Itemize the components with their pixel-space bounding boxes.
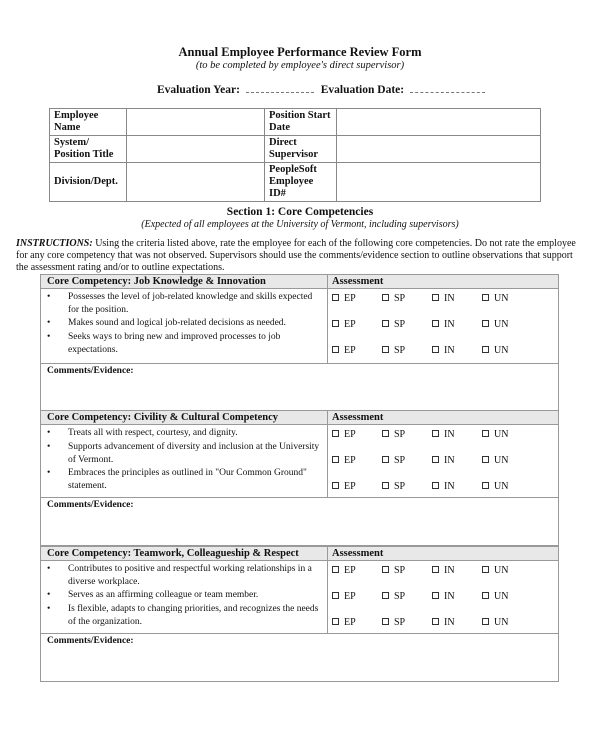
assessment-header: Assessment <box>332 412 384 423</box>
checkbox-sp[interactable]: SP <box>382 293 432 319</box>
criterion-item: • Possesses the level of job-related knowledge and skills expected for the position. <box>41 291 327 317</box>
checkbox-icon[interactable] <box>432 294 439 301</box>
criterion-item: • Contributes to positive and respectful working relationships in a diverse workplace. <box>41 563 327 589</box>
peoplesoft-id-label: PeopleSoft Employee ID# <box>265 163 337 202</box>
competency-header <box>41 546 558 561</box>
checkbox-un[interactable]: UN <box>482 565 532 591</box>
section-subtitle: (Expected of all employees at the University of Vermont, including supervisors) <box>141 219 459 230</box>
employee-name-label: Employee Name <box>50 109 127 136</box>
assessment-options <box>328 561 558 633</box>
instructions-text: Using the criteria listed above, rate the employee for each of the following core competencies. Do not rate the employee for any core competency that was not observed. Supervisors should use the comments/evidence section to outline observations that support the assessment rating and/or to outline expectations. <box>16 238 576 273</box>
assessment-row <box>332 617 558 633</box>
competency-title: Core Competency: Job Knowledge & Innovation <box>41 275 328 288</box>
checkbox-icon[interactable] <box>382 456 389 463</box>
checkbox-icon[interactable] <box>382 592 389 599</box>
comments-label: Comments/Evidence: <box>47 366 134 376</box>
form-subtitle: (to be completed by employee's direct supervisor) <box>195 60 405 71</box>
checkbox-sp[interactable]: SP <box>382 345 432 363</box>
employee-info-table <box>49 108 541 202</box>
bullet-icon: • <box>47 442 51 452</box>
competency-header <box>41 274 558 289</box>
competency-title: Core Competency: Teamwork, Colleagueship & Respect <box>41 547 328 560</box>
checkbox-icon[interactable] <box>482 430 489 437</box>
checkbox-icon[interactable] <box>332 294 339 301</box>
checkbox-icon[interactable] <box>432 618 439 625</box>
checkbox-un[interactable]: UN <box>482 455 532 481</box>
section-title: Section 1: Core Competencies <box>226 206 374 218</box>
assessment-row <box>332 565 558 591</box>
checkbox-sp[interactable]: SP <box>382 429 432 455</box>
checkbox-un[interactable]: UN <box>482 591 532 617</box>
competency-body <box>41 561 558 634</box>
criterion-item: • Serves as an affirming colleague or team member. <box>41 589 327 603</box>
evaluation-date-label: Evaluation Date: <box>320 84 405 96</box>
checkbox-sp[interactable]: SP <box>382 319 432 345</box>
assessment-options <box>328 425 558 497</box>
checkbox-icon[interactable] <box>382 430 389 437</box>
assessment-row <box>332 481 558 497</box>
evaluation-year-field[interactable] <box>246 84 314 93</box>
division-field[interactable] <box>127 163 265 202</box>
competency-criteria <box>41 425 328 497</box>
checkbox-icon[interactable] <box>432 566 439 573</box>
bullet-icon: • <box>47 564 51 574</box>
checkbox-icon[interactable] <box>332 320 339 327</box>
competency-block <box>40 274 559 412</box>
checkbox-ep[interactable]: EP <box>332 345 382 363</box>
checkbox-ep[interactable]: EP <box>332 591 382 617</box>
checkbox-icon[interactable] <box>432 456 439 463</box>
checkbox-in[interactable]: IN <box>432 455 482 481</box>
checkbox-sp[interactable]: SP <box>382 455 432 481</box>
bullet-icon: • <box>47 332 51 342</box>
form-title: Annual Employee Performance Review Form <box>178 45 422 59</box>
assessment-header: Assessment <box>332 548 384 559</box>
info-row <box>50 163 541 202</box>
checkbox-in[interactable]: IN <box>432 481 482 497</box>
checkbox-icon[interactable] <box>482 482 489 489</box>
checkbox-icon[interactable] <box>332 456 339 463</box>
checkbox-ep[interactable]: EP <box>332 565 382 591</box>
competency-criteria <box>41 289 328 363</box>
instructions <box>16 238 584 274</box>
criterion-item: • Makes sound and logical job-related decisions as needed. <box>41 317 327 331</box>
checkbox-icon[interactable] <box>432 320 439 327</box>
info-row <box>50 136 541 163</box>
direct-supervisor-field[interactable] <box>337 136 541 163</box>
checkbox-ep[interactable]: EP <box>332 319 382 345</box>
position-title-label: System/ Position Title <box>50 136 127 163</box>
assessment-row <box>332 345 558 363</box>
checkbox-un[interactable]: UN <box>482 481 532 497</box>
checkbox-ep[interactable]: EP <box>332 617 382 633</box>
checkbox-icon[interactable] <box>332 346 339 353</box>
checkbox-in[interactable]: IN <box>432 565 482 591</box>
competency-criteria <box>41 561 328 633</box>
competency-body <box>41 425 558 498</box>
checkbox-icon[interactable] <box>432 430 439 437</box>
checkbox-icon[interactable] <box>332 482 339 489</box>
assessment-row <box>332 293 558 319</box>
checkbox-icon[interactable] <box>432 592 439 599</box>
competency-title: Core Competency: Civility & Cultural Competency <box>41 411 328 424</box>
criterion-item: • Embraces the principles as outlined in "Our Common Ground" statement. <box>41 467 327 493</box>
checkbox-icon[interactable] <box>482 592 489 599</box>
assessment-row <box>332 429 558 455</box>
checkbox-ep[interactable]: EP <box>332 293 382 319</box>
comments-evidence-field[interactable] <box>41 634 558 681</box>
checkbox-ep[interactable]: EP <box>332 429 382 455</box>
checkbox-in[interactable]: IN <box>432 617 482 633</box>
checkbox-in[interactable]: IN <box>432 319 482 345</box>
checkbox-icon[interactable] <box>482 346 489 353</box>
peoplesoft-id-field[interactable] <box>337 163 541 202</box>
competency-header <box>41 410 558 425</box>
competency-body <box>41 289 558 364</box>
checkbox-icon[interactable] <box>482 456 489 463</box>
position-title-field[interactable] <box>127 136 265 163</box>
checkbox-icon[interactable] <box>382 566 389 573</box>
assessment-options <box>328 289 558 363</box>
bullet-icon: • <box>47 604 51 614</box>
position-start-date-field[interactable] <box>337 109 541 136</box>
direct-supervisor-label: Direct Supervisor <box>265 136 337 163</box>
checkbox-ep[interactable]: EP <box>332 455 382 481</box>
comments-label: Comments/Evidence: <box>47 636 134 646</box>
bullet-icon: • <box>47 292 51 302</box>
bullet-icon: • <box>47 428 51 438</box>
checkbox-sp[interactable]: SP <box>382 617 432 633</box>
checkbox-icon[interactable] <box>382 320 389 327</box>
checkbox-in[interactable]: IN <box>432 345 482 363</box>
competency-block <box>40 410 559 546</box>
checkbox-icon[interactable] <box>382 618 389 625</box>
checkbox-in[interactable]: IN <box>432 591 482 617</box>
checkbox-sp[interactable]: SP <box>382 481 432 497</box>
comments-label: Comments/Evidence: <box>47 500 134 510</box>
checkbox-un[interactable]: UN <box>482 293 532 319</box>
checkbox-icon[interactable] <box>382 294 389 301</box>
criterion-item: • Supports advancement of diversity and inclusion at the University of Vermont. <box>41 441 327 467</box>
checkbox-icon[interactable] <box>482 320 489 327</box>
checkbox-un[interactable]: UN <box>482 617 532 633</box>
checkbox-icon[interactable] <box>382 482 389 489</box>
comments-evidence-field[interactable] <box>41 498 558 545</box>
checkbox-in[interactable]: IN <box>432 429 482 455</box>
checkbox-icon[interactable] <box>332 430 339 437</box>
position-start-date-label: Position Start Date <box>265 109 337 136</box>
checkbox-ep[interactable]: EP <box>332 481 382 497</box>
bullet-icon: • <box>47 468 51 478</box>
checkbox-icon[interactable] <box>432 346 439 353</box>
checkbox-icon[interactable] <box>332 566 339 573</box>
bullet-icon: • <box>47 590 51 600</box>
checkbox-un[interactable]: UN <box>482 429 532 455</box>
assessment-header: Assessment <box>332 276 384 287</box>
evaluation-year-label: Evaluation Year: <box>157 84 240 96</box>
checkbox-sp[interactable]: SP <box>382 565 432 591</box>
bullet-icon: • <box>47 318 51 328</box>
assessment-row <box>332 319 558 345</box>
evaluation-line <box>157 84 489 96</box>
employee-name-field[interactable] <box>127 109 265 136</box>
checkbox-icon[interactable] <box>382 346 389 353</box>
checkbox-sp[interactable]: SP <box>382 591 432 617</box>
competency-block <box>40 546 559 682</box>
criterion-item: • Is flexible, adapts to changing priorities, and recognizes the needs of the organization. <box>41 603 327 629</box>
checkbox-icon[interactable] <box>332 592 339 599</box>
checkbox-in[interactable]: IN <box>432 293 482 319</box>
instructions-lead: INSTRUCTIONS: <box>16 238 93 249</box>
checkbox-icon[interactable] <box>482 566 489 573</box>
checkbox-icon[interactable] <box>482 618 489 625</box>
criterion-item: • Treats all with respect, courtesy, and dignity. <box>41 427 327 441</box>
checkbox-un[interactable]: UN <box>482 319 532 345</box>
checkbox-icon[interactable] <box>432 482 439 489</box>
assessment-row <box>332 455 558 481</box>
criterion-item: • Seeks ways to bring new and improved processes to job expectations. <box>41 331 327 357</box>
checkbox-un[interactable]: UN <box>482 345 532 363</box>
evaluation-date-field[interactable] <box>410 84 485 93</box>
comments-evidence-field[interactable] <box>41 364 558 411</box>
assessment-row <box>332 591 558 617</box>
checkbox-icon[interactable] <box>332 618 339 625</box>
division-label: Division/Dept. <box>50 163 127 202</box>
checkbox-icon[interactable] <box>482 294 489 301</box>
info-row <box>50 109 541 136</box>
